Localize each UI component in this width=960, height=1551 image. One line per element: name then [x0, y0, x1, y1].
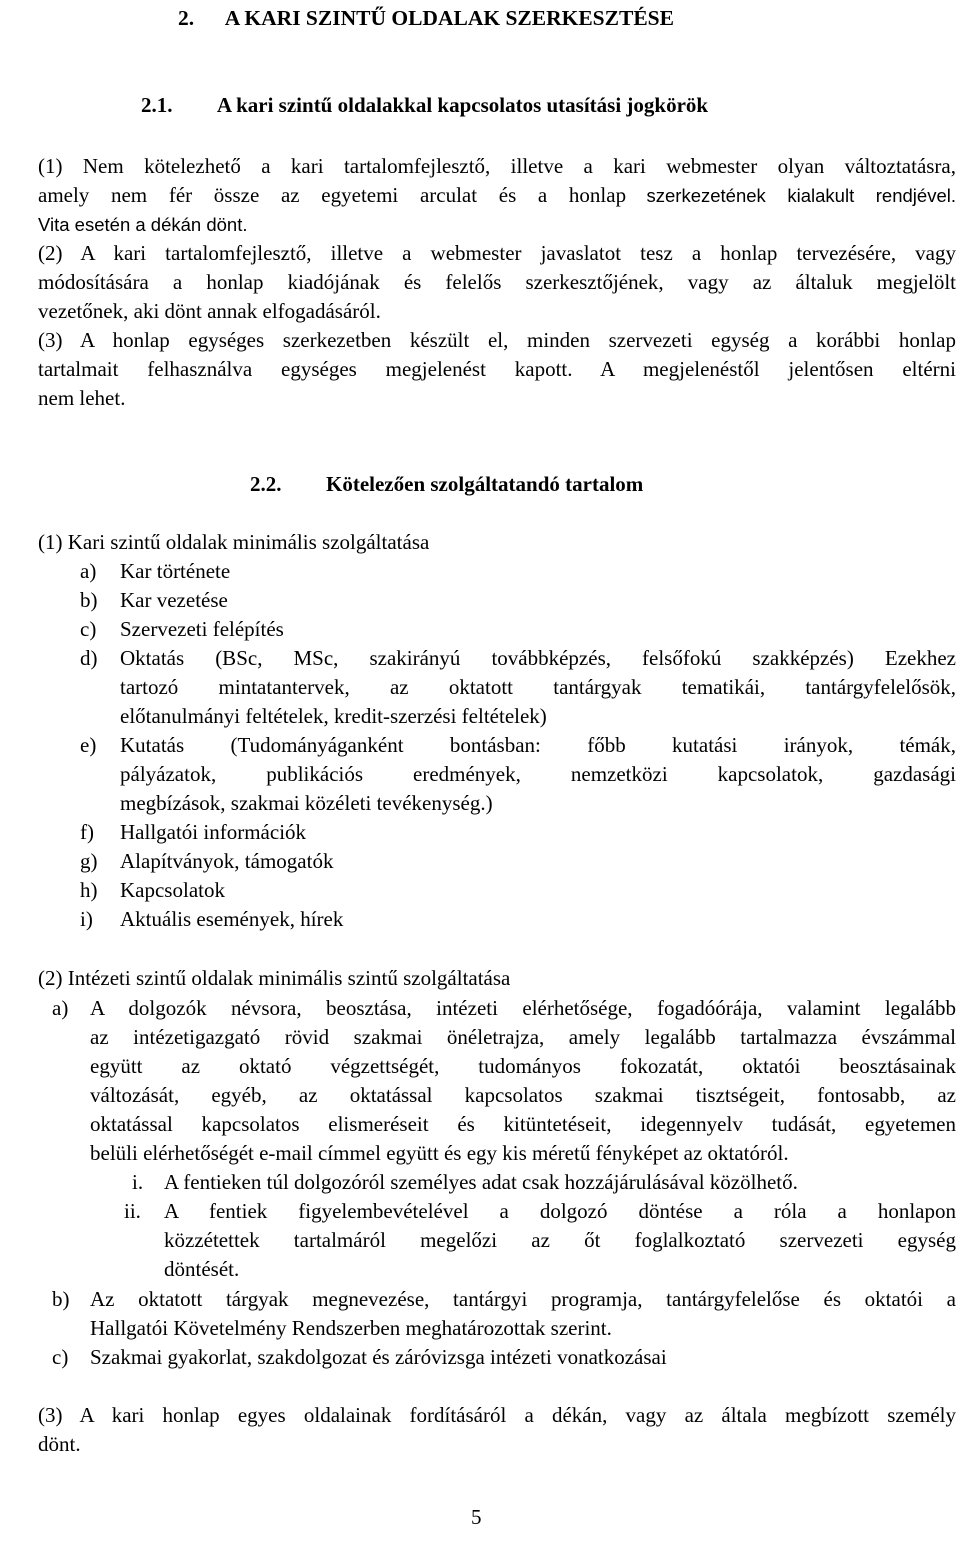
- section-2-1-heading: [141, 91, 708, 120]
- list-item: e) Kutatás (Tudományáganként bontásban: főbb kutatási irányok, témák, pályázatok, publikációs eredmények, nemzetközi kapcsolatok, gazdasági megbízások, szakmai közéleti tevékenység.): [80, 733, 956, 815]
- section-2-2-title: Kötelezően szolgáltatandó tartalom: [326, 472, 644, 496]
- paragraph-3-line: tartalmait felhasználva egységes megjelenést kapott. A megjelenéstől jelentősen eltérni: [38, 357, 956, 381]
- page-number: 5: [471, 1505, 482, 1529]
- list-item: h) Kapcsolatok: [80, 878, 225, 902]
- list-item: g) Alapítványok, támogatók: [80, 849, 334, 873]
- paragraph-2: [38, 239, 956, 326]
- paragraph-3: [38, 326, 956, 413]
- paragraph-3-line: (3) A honlap egységes szerkezetben készült el, minden szervezeti egység a korábbi honlap: [38, 328, 956, 352]
- section-2-2-heading: [250, 470, 643, 499]
- part-1-heading: (1) Kari szintű oldalak minimális szolgáltatása: [38, 530, 430, 554]
- chapter-number: 2.: [178, 6, 195, 30]
- chapter-title: A KARI SZINTŰ OLDALAK SZERKESZTÉSE: [224, 6, 674, 30]
- list-item: i) Aktuális események, hírek: [80, 907, 344, 931]
- paragraph-2-line: módosítására a honlap kiadójának és felelős szerkesztőjének, vagy az általuk megjelölt: [38, 270, 956, 294]
- paragraph-1-line-1: (1) Nem kötelezhető a kari tartalomfejlesztő, illetve a kari webmester olyan változtatásra,: [38, 154, 956, 178]
- list-item: d) Oktatás (BSc, MSc, szakirányú továbbképzés, felsőfokú szakképzés) Ezekhez tartozó mintatantervek, az oktatott tantárgyak tematikái, tantárgyfelelősök, előtanulmányi feltételek, kredit-szerzési feltételek): [80, 646, 956, 728]
- part-1-list: [80, 557, 956, 934]
- paragraph-2-line: (2) A kari tartalomfejlesztő, illetve a webmester javaslatot tesz a honlap tervezésére, vagy: [38, 241, 956, 265]
- chapter-heading: [178, 4, 674, 33]
- list-item: f) Hallgatói információk: [80, 820, 307, 844]
- section-2-1-number: 2.1.: [141, 93, 173, 117]
- paragraph-1: [38, 152, 956, 239]
- paragraph-1-line-3: Vita esetén a dékán dönt.: [38, 214, 248, 235]
- list-item: b) Kar vezetése: [80, 588, 228, 612]
- paragraph-1-line-2: amely nem fér össze az egyetemi arculat és a honlap szerkezetének kialakult rendjével.: [38, 183, 956, 207]
- part-2-heading: (2) Intézeti szintű oldalak minimális szintű szolgáltatása: [38, 966, 511, 990]
- section-2-1-title: A kari szintű oldalakkal kapcsolatos utasítási jogkörök: [216, 93, 709, 117]
- list-item: a) Kar története: [80, 559, 231, 583]
- paragraph-3-line: nem lehet.: [38, 386, 126, 410]
- part-3-paragraph: (3) A kari honlap egyes oldalainak fordításáról a dékán, vagy az általa megbízott személy dönt.: [38, 1403, 956, 1456]
- section-2-2-number: 2.2.: [250, 472, 282, 496]
- paragraph-2-line: vezetőnek, aki dönt annak elfogadásáról.: [38, 299, 381, 323]
- list-item: c) Szervezeti felépítés: [80, 617, 284, 641]
